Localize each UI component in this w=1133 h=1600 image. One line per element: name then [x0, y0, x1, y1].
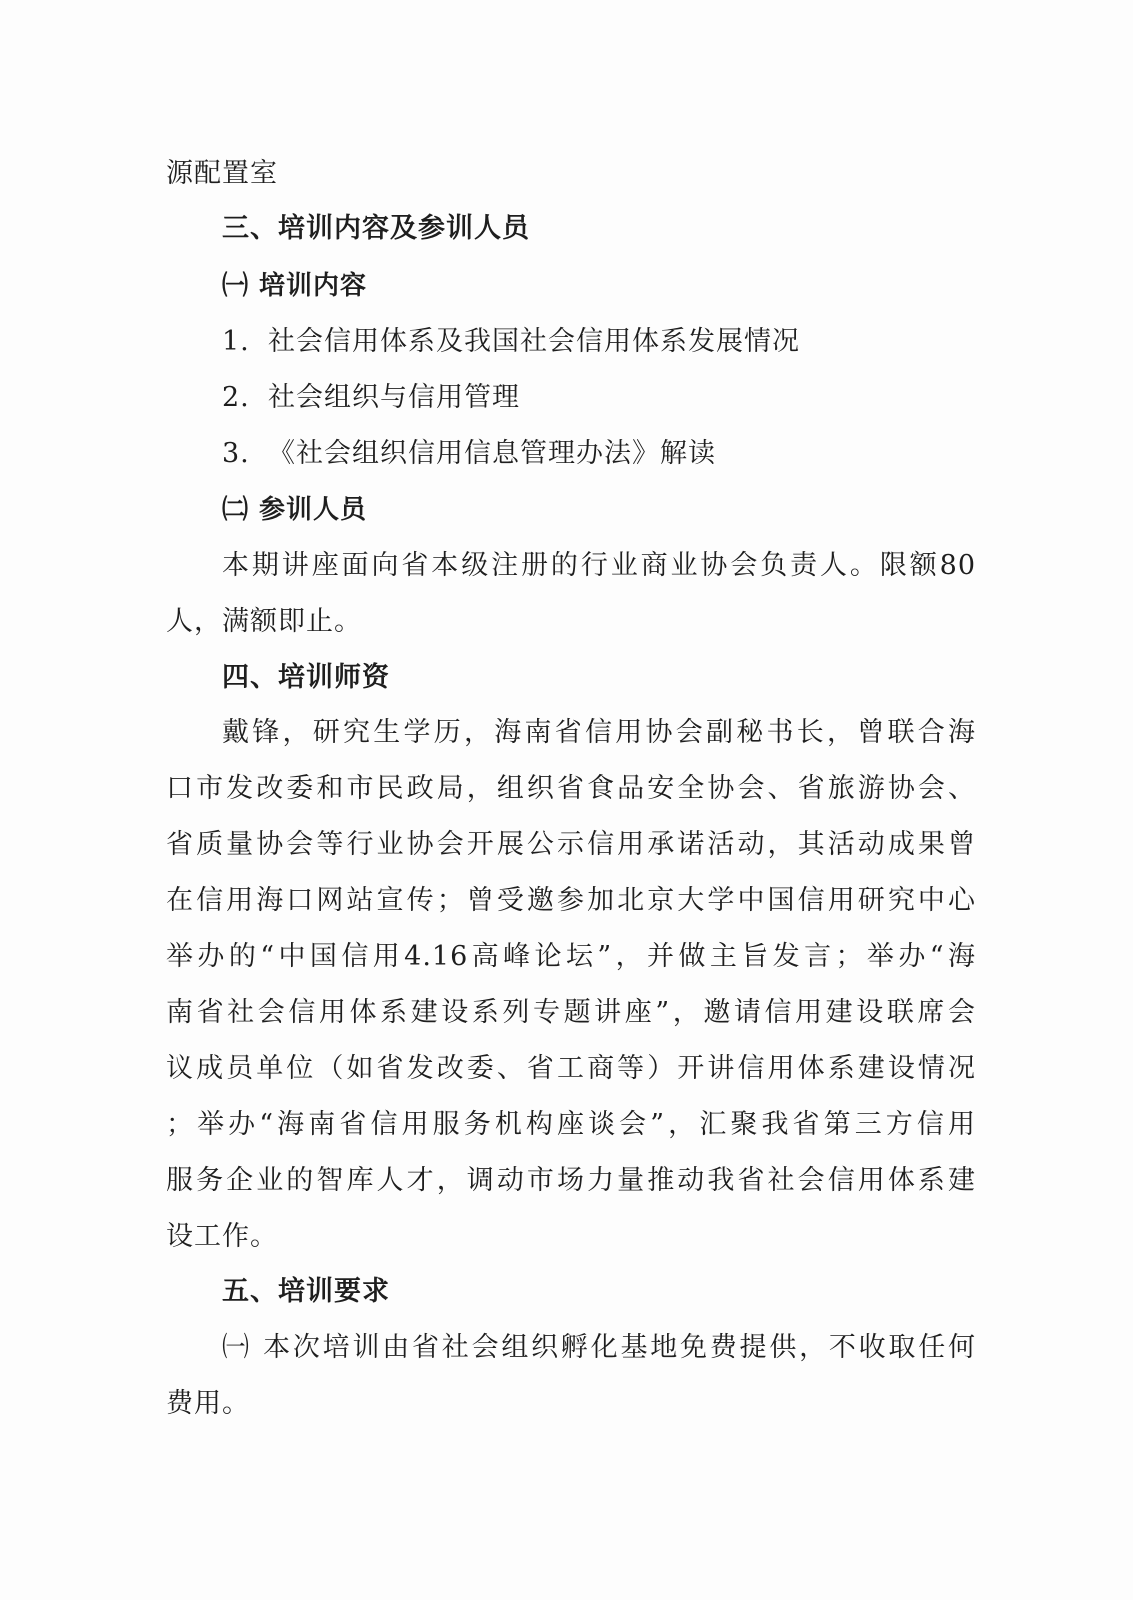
list-item-text: 社会信用体系及我国社会信用体系发展情况	[268, 326, 800, 357]
body-text-line: 省质量协会等行业协会开展公示信用承诺活动，其活动成果曾	[166, 829, 976, 860]
list-item-text: 社会组织与信用管理	[268, 382, 520, 413]
body-text-line: 口市发改委和市民政局，组织省食品安全协会、省旅游协会、	[166, 773, 976, 804]
list-item-number: 3.	[222, 438, 250, 469]
list-item-text: 《社会组织信用信息管理办法》解读	[268, 438, 716, 469]
body-text-line: 南省社会信用体系建设系列专题讲座”，邀请信用建设联席会	[166, 997, 976, 1028]
body-text-line: ㈠ 本次培训由省社会组织孵化基地免费提供，不收取任何	[222, 1332, 976, 1363]
list-item	[222, 376, 976, 420]
body-text-line: 服务企业的智库人才，调动市场力量推动我省社会信用体系建	[166, 1165, 976, 1196]
subsection-heading-participants: ㈡ 参训人员	[222, 495, 368, 525]
body-text-line: 人，满额即止。	[166, 606, 362, 637]
list-item	[222, 320, 976, 364]
body-text-line: 源配置室	[166, 158, 278, 189]
body-text-line: 戴锋，研究生学历，海南省信用协会副秘书长，曾联合海	[222, 717, 976, 748]
body-text-line: 在信用海口网站宣传；曾受邀参加北京大学中国信用研究中心	[166, 885, 976, 916]
section-heading-5: 五、培训要求	[222, 1276, 390, 1307]
body-text-line: ；举办“海南省信用服务机构座谈会”，汇聚我省第三方信用	[166, 1109, 976, 1140]
body-text-line: 本期讲座面向省本级注册的行业商业协会负责人。限额80	[222, 550, 976, 581]
list-item-number: 2.	[222, 382, 250, 413]
subsection-heading-training-content: ㈠ 培训内容	[222, 271, 368, 301]
list-item	[222, 432, 976, 476]
body-text-line: 费用。	[166, 1388, 250, 1419]
section-heading-3: 三、培训内容及参训人员	[222, 213, 530, 244]
section-heading-4: 四、培训师资	[222, 662, 390, 693]
body-text-line: 设工作。	[166, 1221, 278, 1252]
body-text-line: 议成员单位（如省发改委、省工商等）开讲信用体系建设情况	[166, 1053, 976, 1084]
body-text-line: 举办的“中国信用4.16高峰论坛”，并做主旨发言；举办“海	[166, 941, 976, 972]
list-item-number: 1.	[222, 326, 250, 357]
